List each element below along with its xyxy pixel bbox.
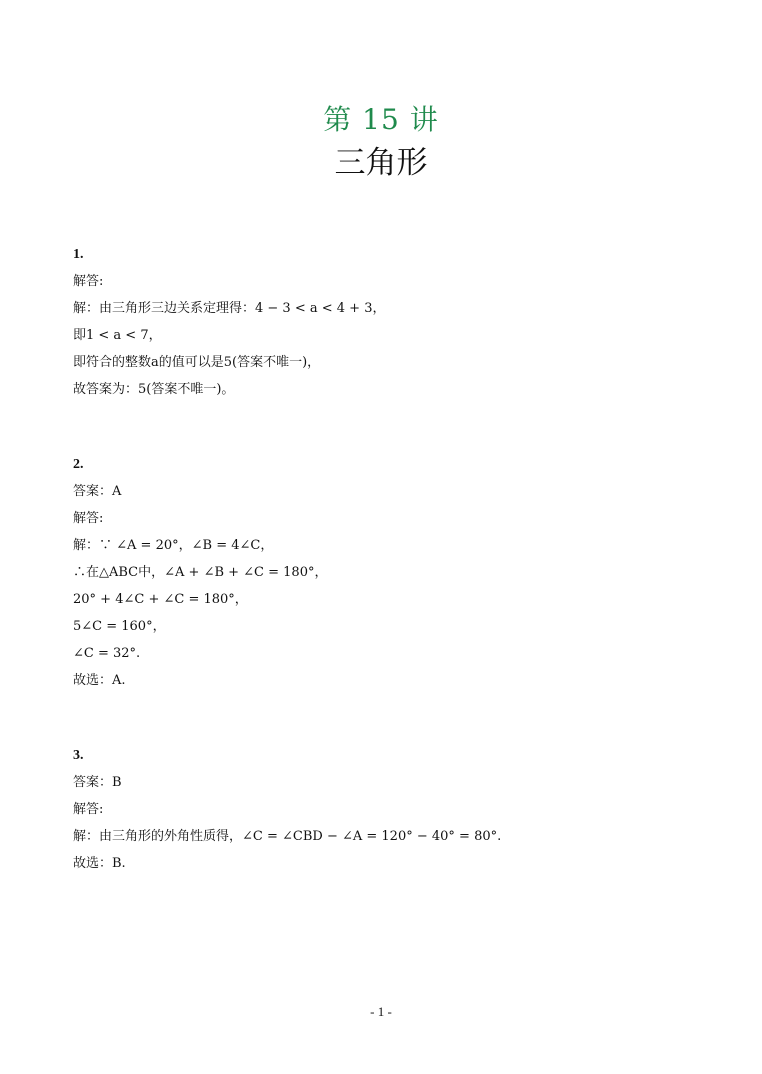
solution-line: 故选：B. [73,856,126,871]
solution-label: 解答: [73,511,104,526]
solution-line: 20° + 4∠C + ∠C = 180°， [73,592,248,607]
solution-line: 解：由三角形三边关系定理得：4 − 3 < a < 4 + 3， [73,301,386,316]
solution-line: 解：∵ ∠A = 20°，∠B = 4∠C， [73,538,274,553]
solution-label: 解答: [73,274,104,289]
solution-line: 即1 < a < 7， [73,328,162,343]
question-number: 3. [73,748,84,763]
solution-line: 解：由三角形的外角性质得，∠C = ∠CBD − ∠A = 120° − 40° = 80°. [73,829,502,844]
solution-line: 故选：A. [73,673,126,688]
lecture-number: 第 15 讲 [323,103,439,136]
solution-line: ∴在△ABC中，∠A + ∠B + ∠C = 180°， [73,565,328,580]
solution-line: 即符合的整数a的值可以是5(答案不唯一)， [73,355,321,370]
question-block-3 [73,747,693,882]
solution-line: 5∠C = 160°， [73,619,166,634]
question-number: 1. [73,247,84,262]
solution-label: 解答: [73,802,104,817]
answer-line: 答案：B [73,775,122,790]
solution-line: 故答案为：5(答案不唯一)。 [73,382,235,397]
question-block-2 [73,456,693,699]
question-block-1 [73,246,693,408]
solution-line: ∠C = 32°. [73,646,141,661]
question-number: 2. [73,457,84,472]
page-title: 三角形 [334,145,428,181]
answer-line: 答案：A [73,484,122,499]
page-number: - 1 - [370,1004,392,1019]
